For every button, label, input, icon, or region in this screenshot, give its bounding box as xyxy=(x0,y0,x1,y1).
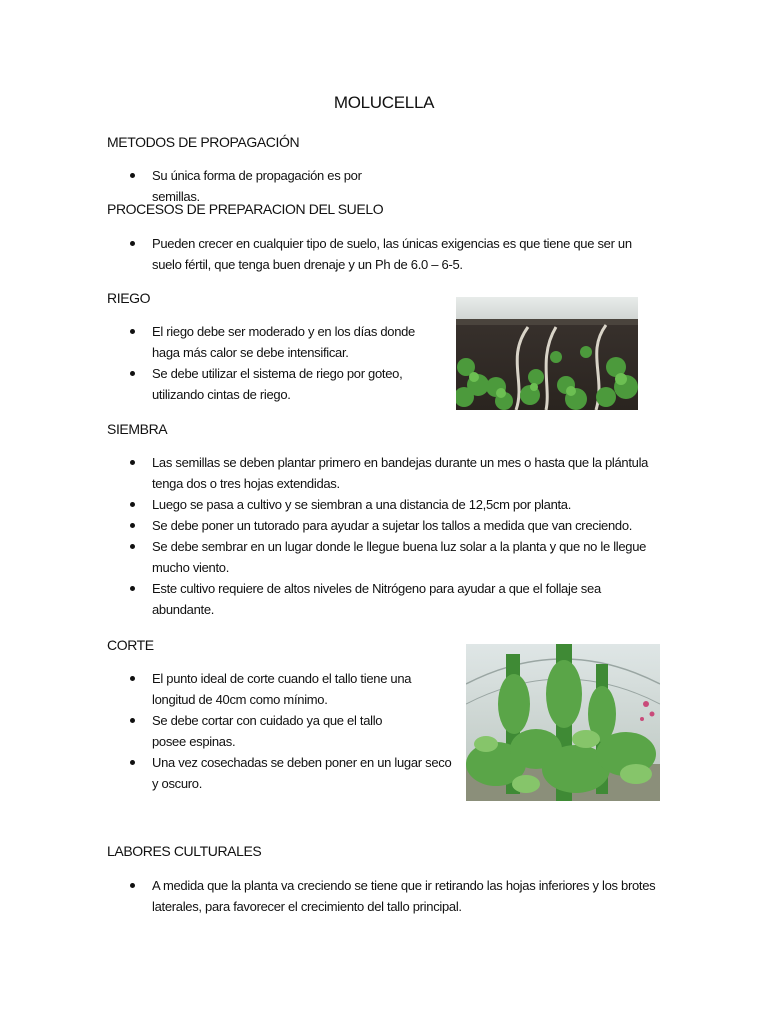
bullet-icon xyxy=(130,544,135,549)
list-item: Se debe sembrar en un lugar donde le llegue buena luz solar a la planta y que no le llegue mucho viento. xyxy=(0,536,652,578)
list-item: Se debe utilizar el sistema de riego por goteo, utilizando cintas de riego. xyxy=(0,363,422,405)
list-corte xyxy=(0,668,457,794)
bullet-icon xyxy=(130,676,135,681)
list-item: A medida que la planta va creciendo se tiene que ir retirando las hojas inferiores y los brotes laterales, para favorecer el crecimiento del tallo principal. xyxy=(0,875,662,917)
bullet-icon xyxy=(130,460,135,465)
bullet-icon xyxy=(130,241,135,246)
greenhouse-photo-image xyxy=(466,644,660,801)
heading-riego: RIEGO xyxy=(107,290,151,306)
heading-propagacion: METODOS DE PROPAGACIÓN xyxy=(107,134,300,150)
list-riego xyxy=(0,321,422,405)
list-suelo xyxy=(0,233,642,275)
heading-corte: CORTE xyxy=(107,637,154,653)
bullet-icon xyxy=(130,371,135,376)
list-item: Pueden crecer en cualquier tipo de suelo, las únicas exigencias es que tiene que ser un suelo fértil, que tenga buen drenaje y un Ph de 6.0 – 6-5. xyxy=(0,233,642,275)
list-item: El riego debe ser moderado y en los días donde haga más calor se debe intensificar. xyxy=(0,321,422,363)
list-item: Una vez cosechadas se deben poner en un lugar seco y oscuro. xyxy=(0,752,457,794)
irrigation-photo xyxy=(456,297,638,410)
list-item: Las semillas se deben plantar primero en bandejas durante un mes o hasta que la plántula tenga dos o tres hojas extendidas. xyxy=(0,452,652,494)
list-item: Su única forma de propagación es por semillas. xyxy=(0,165,412,207)
list-item: Se debe cortar con cuidado ya que el tallo posee espinas. xyxy=(0,710,417,752)
list-item: Luego se pasa a cultivo y se siembran a una distancia de 12,5cm por planta. xyxy=(0,494,652,515)
greenhouse-photo xyxy=(466,644,660,801)
heading-siembra: SIEMBRA xyxy=(107,421,168,437)
bullet-icon xyxy=(130,718,135,723)
bullet-icon xyxy=(130,760,135,765)
list-siembra xyxy=(0,452,652,620)
bullet-icon xyxy=(130,329,135,334)
heading-labores: LABORES CULTURALES xyxy=(107,843,262,859)
list-labores xyxy=(0,875,662,917)
bullet-icon xyxy=(130,523,135,528)
heading-suelo: PROCESOS DE PREPARACION DEL SUELO xyxy=(107,201,384,217)
list-item: El punto ideal de corte cuando el tallo tiene una longitud de 40cm como mínimo. xyxy=(0,668,417,710)
bullet-icon xyxy=(130,173,135,178)
irrigation-photo-image xyxy=(456,297,638,410)
bullet-icon xyxy=(130,883,135,888)
list-item: Este cultivo requiere de altos niveles de Nitrógeno para ayudar a que el follaje sea abundante. xyxy=(0,578,607,620)
bullet-icon xyxy=(130,586,135,591)
bullet-icon xyxy=(130,502,135,507)
list-item: Se debe poner un tutorado para ayudar a sujetar los tallos a medida que van creciendo. xyxy=(0,515,652,536)
document-title: MOLUCELLA xyxy=(333,93,435,112)
